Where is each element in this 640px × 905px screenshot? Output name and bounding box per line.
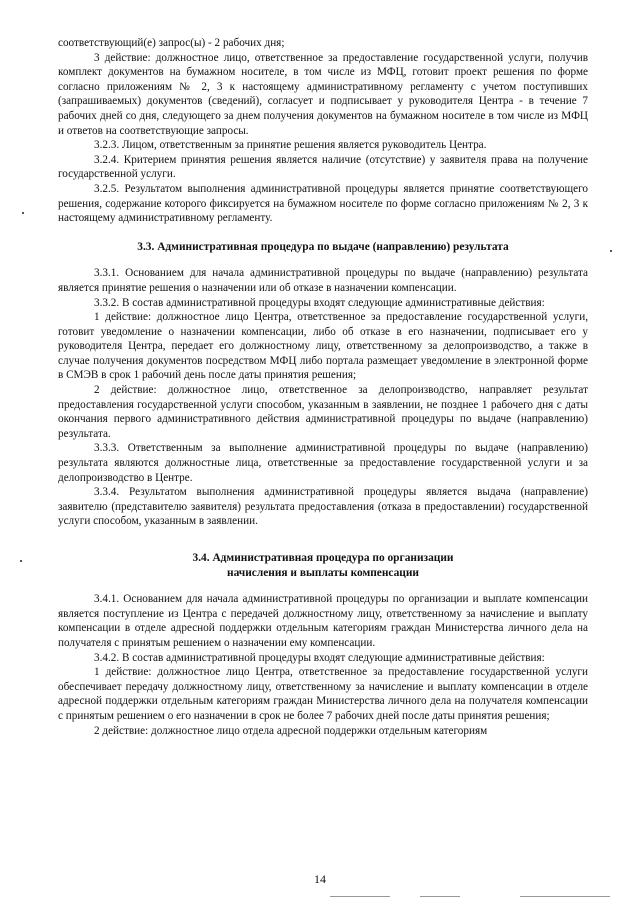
paragraph: 3.3.1. Основанием для начала административной процедуры по выдаче (направлению) результата является принятие решения о назначении или об отказе в назначении компенсации.: [58, 267, 588, 294]
paragraph: 3.4.1. Основанием для начала административной процедуры по организации и выплате компенсации является поступление из Центра с передачей должностному лицу, ответственному за начисление и выплату компенсации в отделе адресной поддержки отдельным категориям граждан Министерства личного дела на получателя с принятым решением о назначении ему компенсации.: [58, 593, 588, 649]
paragraph: 3.3.4. Результатом выполнения административной процедуры является выдача (направление) заявителю (представителю заявителя) результата предоставления (отказа в предоставлении) государственной услуги способом, указанным в заявлении.: [58, 486, 588, 528]
paragraph: 3.2.4. Критерием принятия решения является наличие (отсутствие) у заявителя права на получение государственной услуги.: [58, 153, 588, 181]
paragraph: 1 действие: должностное лицо Центра, ответственное за предоставление государственной услуги обеспечивает передачу должностному лицу, ответственному за начисление и выплату компенсации в отделе адресной поддержки отдельным категориям граждан Министерства личного дела на получателя компенсации с принятым решением о его назначении в срок не более 7 рабочих дней после даты принятия решения;: [58, 666, 588, 722]
section-3-3-body: [58, 266, 588, 529]
section-32-continuation: [58, 36, 588, 226]
scan-speck: [20, 560, 22, 562]
heading-3-4: [58, 551, 588, 580]
paragraph: 3.2.3. Лицом, ответственным за принятие решения является руководитель Центра.: [94, 139, 487, 152]
paragraph: 3.2.5. Результатом выполнения административной процедуры является принятие соответствующего решения, содержание которого фиксируется на бумажном носителе по форме согласно приложениям № 2, 3 к настоящему административному регламенту.: [58, 182, 588, 225]
scan-edge-mark: [420, 896, 460, 897]
page-number: 14: [314, 872, 326, 886]
heading-3-3: 3.3. Административная процедура по выдаче (направлению) результата: [137, 240, 509, 253]
scan-edge-mark: [520, 896, 610, 897]
paragraph: 2 действие: должностное лицо, ответственное за делопроизводство, направляет результат предоставления государственной услуги способом, указанным в заявлении, не позднее 1 рабочего дня с даты окончания первого административного действия административной процедуры по выдаче (направлению) результата.: [58, 384, 588, 440]
paragraph: 3.3.3. Ответственным за выполнение административной процедуры по выдаче (направлению) результата являются должностные лица, ответственные за предоставление государственной услуги и за делопроизводство в Центре.: [58, 442, 588, 484]
paragraph: 3.4.2. В состав административной процедуры входят следующие административные действия:: [94, 651, 545, 664]
section-3-4-body: [58, 592, 588, 738]
paragraph: 1 действие: должностное лицо Центра, ответственное за предоставление государственной услуги, готовит уведомление о назначении компенсации, либо об отказе в его назначении, подписывает его у руководителя Центра, передает его должностному лицу, ответственному за делопроизводство, а также в случае получения документов посредством МФЦ либо портала размещает уведомление в электронной форме в СМЭВ в срок 1 рабочий день после даты принятия решения;: [58, 311, 588, 382]
paragraph: 2 действие: должностное лицо отдела адресной поддержки отдельным категориям: [94, 724, 488, 737]
scan-speck: [610, 250, 612, 252]
scan-speck: [22, 212, 24, 214]
scan-edge-mark: [330, 896, 390, 897]
heading-3-4-line1: 3.4. Административная процедура по организации: [192, 552, 454, 564]
paragraph: 3 действие: должностное лицо, ответственное за предоставление государственной услуги, получив комплект документов на бумажном носителе, в том числе из МФЦ, готовит проект решения по форме согласно приложениям № 2, 3 к настоящему административному регламенту с учетом поступивших (запрашиваемых) документов (сведений), согласует и подписывает у руководителя Центра - в течение 7 рабочих дней со дня, следующего за днем получения документов на бумажном носителе в том числе из МФЦ и ответов на соответствующие запросы.: [58, 51, 588, 137]
document-page: [58, 36, 588, 738]
paragraph: соответствующий(е) запрос(ы) - 2 рабочих дня;: [58, 37, 285, 49]
paragraph: 3.3.2. В состав административной процедуры входят следующие административные действия:: [94, 296, 545, 309]
heading-3-4-line2: начисления и выплаты компенсации: [227, 566, 419, 579]
